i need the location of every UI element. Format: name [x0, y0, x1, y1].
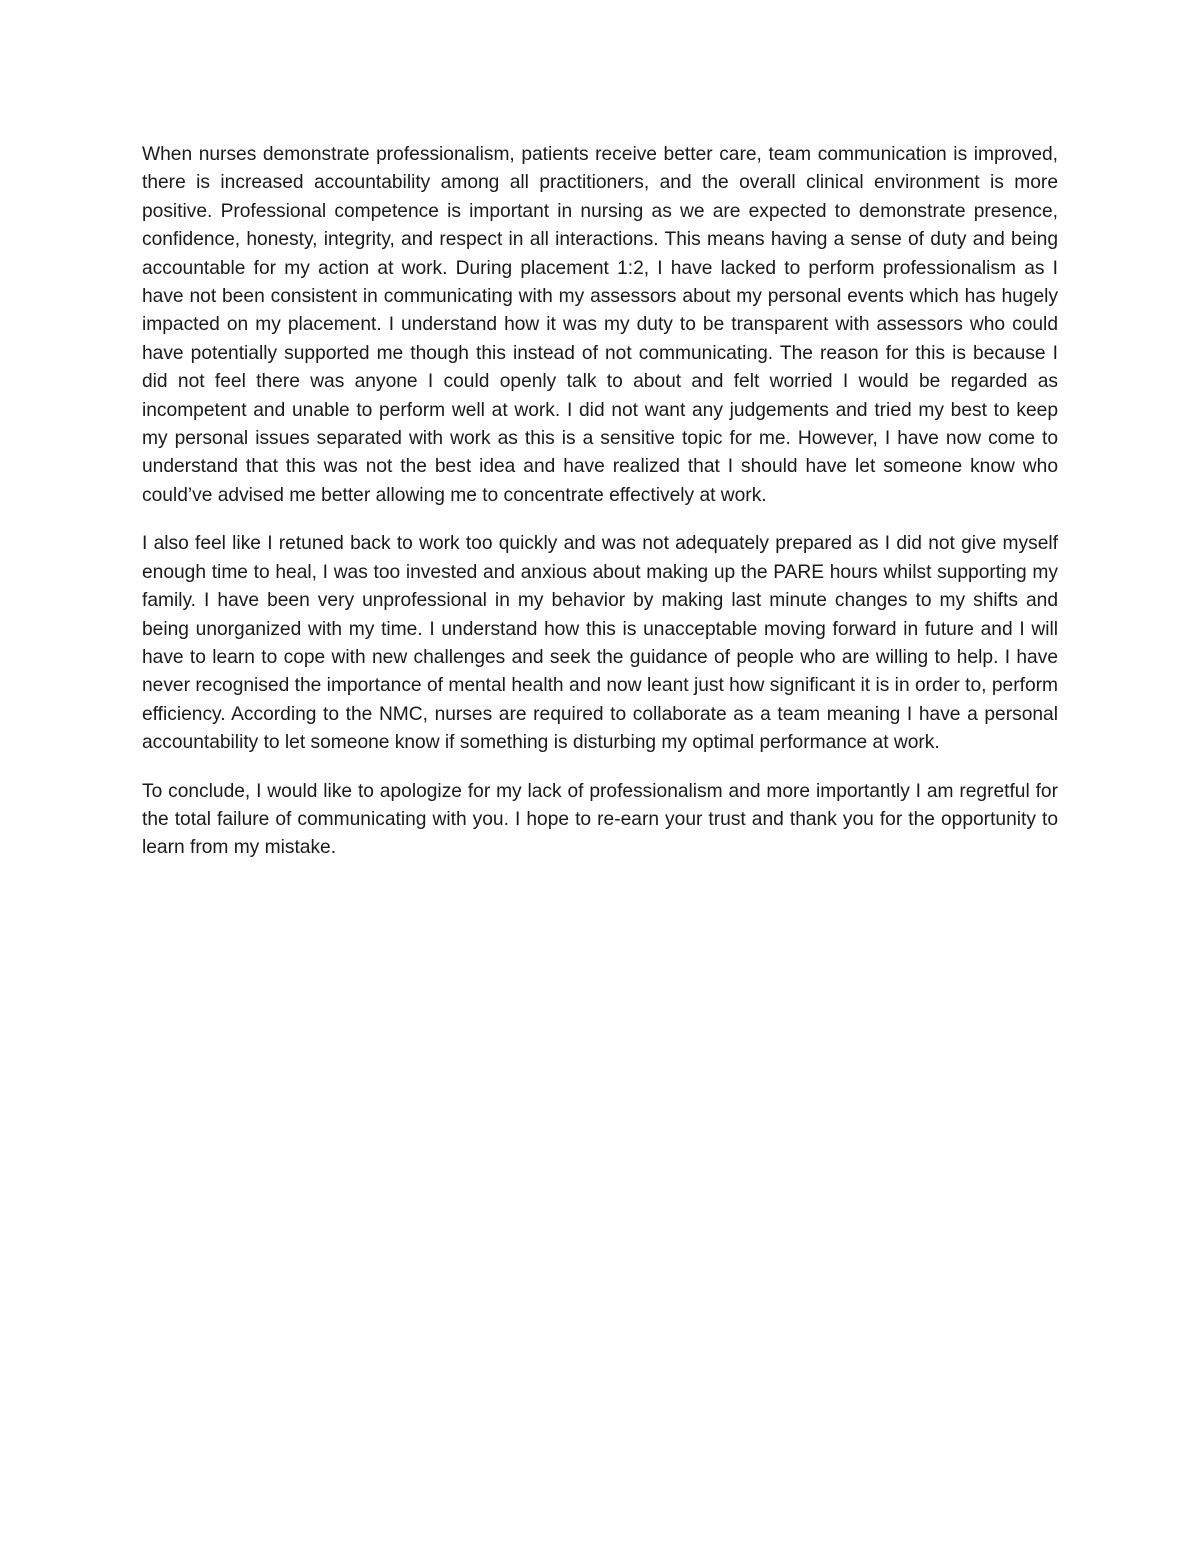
paragraph-return-to-work: I also feel like I retuned back to work too quickly and was not adequately prepared as I did not give myself enough time to heal, I was too invested and anxious about making up the PARE hours whilst supporting my family. I have been very unprofessional in my behavior by making last minute changes to my shifts and being unorganized with my time. I understand how this is unacceptable moving forward in future and I will have to learn to cope with new challenges and seek the guidance of people who are willing to help. I have never recognised the importance of mental health and now leant just how significant it is in order to, perform efficiency. According to the NMC, nurses are required to collaborate as a team meaning I have a personal accountability to let someone know if something is disturbing my optimal performance at work. [142, 533, 1058, 754]
paragraph-professionalism: When nurses demonstrate professionalism, patients receive better care, team communication is improved, there is increased accountability among all practitioners, and the overall clinical environment is more positive. Professional competence is important in nursing as we are expected to demonstrate presence, confidence, honesty, integrity, and respect in all interactions. This means having a sense of duty and being accountable for my action at work. During placement 1:2, I have lacked to perform professionalism as I have not been consistent in communicating with my assessors about my personal events which has hugely impacted on my placement. I understand how it was my duty to be transparent with assessors who could have potentially supported me though this instead of not communicating. The reason for this is because I did not feel there was anyone I could openly talk to about and felt worried I would be regarded as incompetent and unable to perform well at work. I did not want any judgements and tried my best to keep my personal issues separated with work as this is a sensitive topic for me. However, I have now come to understand that this was not the best idea and have realized that I should have let someone know who could’ve advised me better allowing me to concentrate effectively at work. [142, 144, 1058, 506]
paragraph-conclusion: To conclude, I would like to apologize for my lack of professionalism and more importantly I am regretful for the total failure of communicating with you. I hope to re-earn your trust and thank you for the opportunity to learn from my mistake. [142, 780, 1058, 859]
document-body [142, 141, 1058, 883]
